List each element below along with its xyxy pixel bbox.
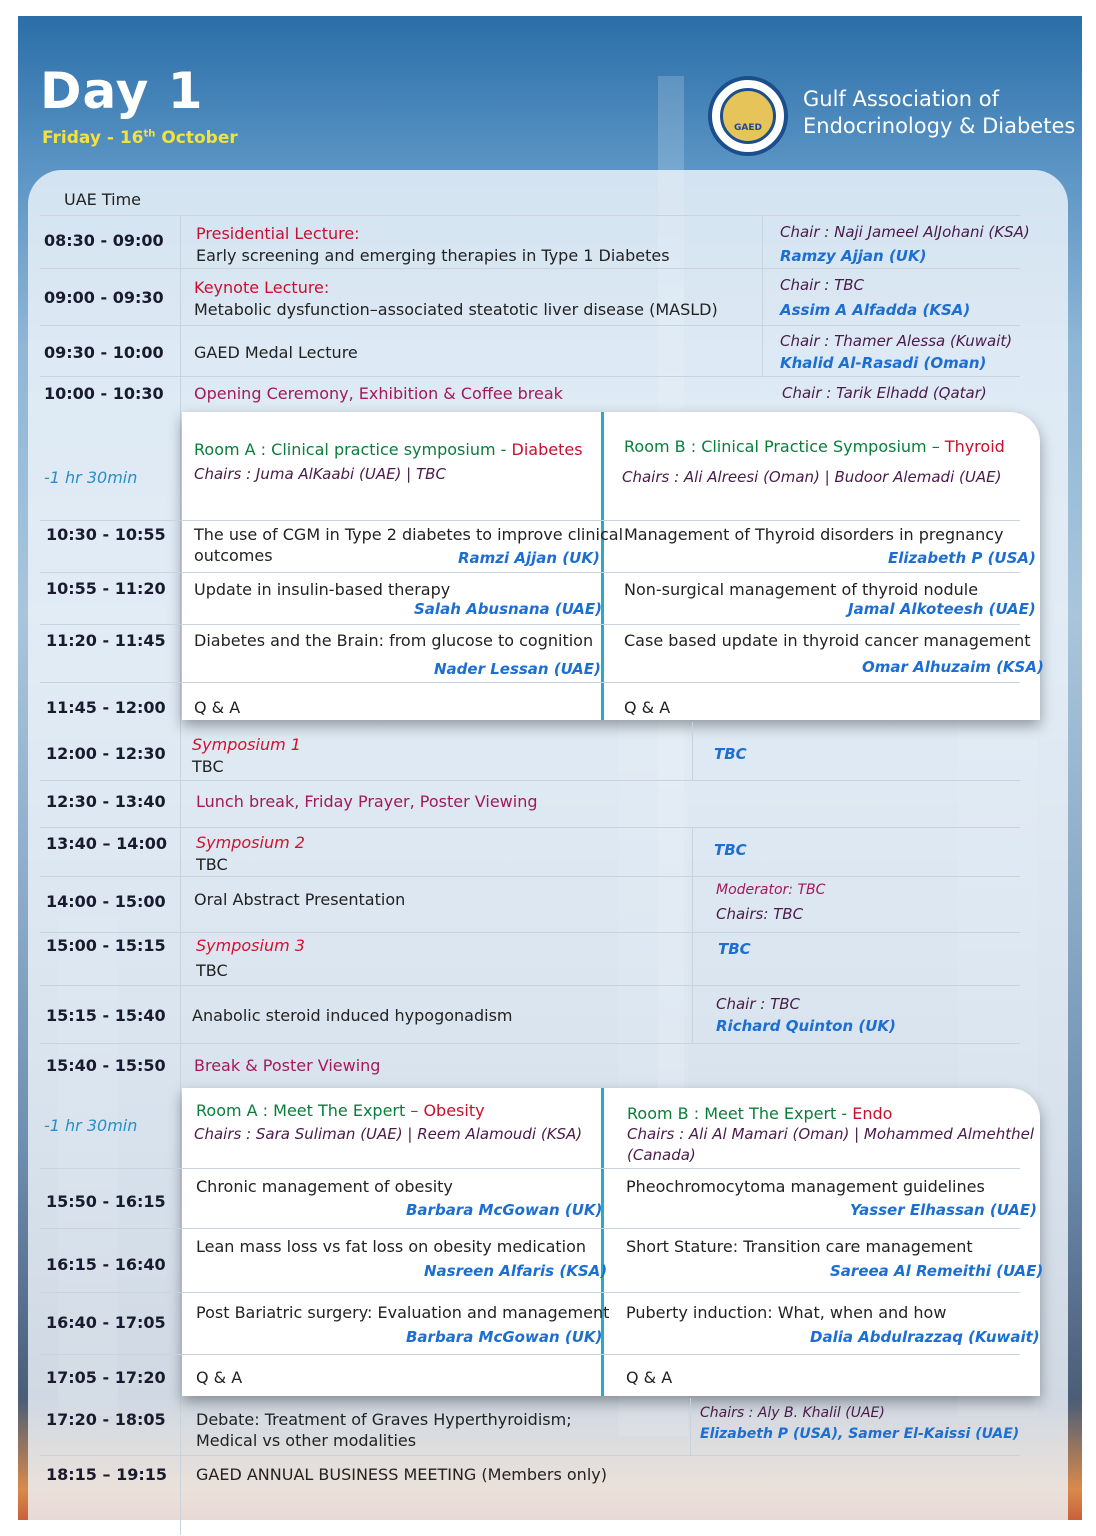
symposium-label: Symposium 3 xyxy=(196,936,305,955)
speaker: Barbara McGowan (UK) xyxy=(406,1201,603,1219)
room-b-title: Room B : Meet The Expert - Endo xyxy=(627,1104,893,1123)
talk-title: Chronic management of obesity xyxy=(196,1177,453,1196)
room-a-title: Room A : Meet The Expert – Obesity xyxy=(196,1101,485,1120)
session-type: Presidential Lecture: xyxy=(196,224,360,243)
speaker: Khalid Al-Rasadi (Oman) xyxy=(780,354,987,372)
time-slot: 13:40 – 14:00 xyxy=(46,834,167,853)
session-title: Metabolic dysfunction–associated steatotic liver disease (MASLD) xyxy=(194,300,718,319)
speaker: Assim A Alfadda (KSA) xyxy=(780,301,971,319)
time-slot: 08:30 - 09:00 xyxy=(44,231,164,250)
duration-label: -1 hr 30min xyxy=(44,468,138,487)
day-date: Friday - 16th October xyxy=(42,128,238,148)
time-slot: 12:00 - 12:30 xyxy=(46,744,166,763)
speaker: Richard Quinton (UK) xyxy=(716,1017,896,1035)
chair: Chair : TBC xyxy=(716,995,801,1013)
talk-title: Pheochromocytoma management guidelines xyxy=(626,1177,985,1196)
talk-title: Non-surgical management of thyroid nodule xyxy=(624,580,979,599)
session-title: Anabolic steroid induced hypogonadism xyxy=(192,1006,513,1025)
session-title: Debate: Treatment of Graves Hyperthyroidism; xyxy=(196,1410,572,1429)
session-title: Lunch break, Friday Prayer, Poster Viewing xyxy=(196,792,538,811)
speaker: Ramzy Ajjan (UK) xyxy=(780,247,927,265)
qa: Q & A xyxy=(194,698,241,717)
session-title: Break & Poster Viewing xyxy=(194,1056,381,1075)
time-slot: 16:15 - 16:40 xyxy=(46,1255,166,1274)
session-title: GAED Medal Lecture xyxy=(194,343,358,362)
talk-title: Management of Thyroid disorders in pregnancy xyxy=(624,525,1004,544)
time-slot: 09:00 - 09:30 xyxy=(44,288,164,307)
chair: Chair : Naji Jameel AlJohani (KSA) xyxy=(780,223,1030,241)
time-slot: 15:00 - 15:15 xyxy=(46,936,166,955)
talk-title: Lean mass loss vs fat loss on obesity medication xyxy=(196,1237,587,1256)
speaker: Nader Lessan (UAE) xyxy=(434,660,601,678)
talk-title: Case based update in thyroid cancer management xyxy=(624,631,1031,650)
chair: Chair : Thamer Alessa (Kuwait) xyxy=(780,332,1013,350)
session-type: Keynote Lecture: xyxy=(194,278,330,297)
time-slot: 14:00 - 15:00 xyxy=(46,892,166,911)
session-title: TBC xyxy=(192,757,224,776)
chair: Chair : Tarik Elhadd (Qatar) xyxy=(782,384,987,402)
qa: Q & A xyxy=(626,1368,673,1387)
talk-title: Diabetes and the Brain: from glucose to cognition xyxy=(194,631,594,650)
chair: Chairs : Aly B. Khalil (UAE) xyxy=(700,1405,885,1421)
time-slot: 09:30 - 10:00 xyxy=(44,343,164,362)
org-name: Gulf Association of Endocrinology & Diabetes xyxy=(803,87,1076,138)
symposium-label: Symposium 1 xyxy=(192,735,301,754)
talk-title: Puberty induction: What, when and how xyxy=(626,1303,947,1322)
time-slot: 10:55 - 11:20 xyxy=(46,579,166,598)
qa: Q & A xyxy=(624,698,671,717)
talk-title: Update in insulin-based therapy xyxy=(194,580,451,599)
session-title: GAED ANNUAL BUSINESS MEETING (Members only) xyxy=(196,1465,607,1484)
speaker: Dalia Abdulrazzaq (Kuwait) xyxy=(810,1328,1040,1346)
talk-title: outcomes xyxy=(194,546,273,565)
session-title: Oral Abstract Presentation xyxy=(194,890,406,909)
time-slot: 11:20 - 11:45 xyxy=(46,631,166,650)
room-b-chairs: Chairs : Ali Al Mamari (Oman) | Mohammed Almehthel xyxy=(627,1125,1035,1143)
speaker: TBC xyxy=(714,841,747,859)
room-b-chairs: Chairs : Ali Alreesi (Oman) | Budoor Alemadi (UAE) xyxy=(622,468,1002,486)
time-slot: 18:15 – 19:15 xyxy=(46,1465,167,1484)
column-header-time: UAE Time xyxy=(64,190,142,209)
gaed-logo xyxy=(708,76,788,156)
time-slot: 10:30 - 10:55 xyxy=(46,525,166,544)
time-slot: 17:05 - 17:20 xyxy=(46,1368,166,1387)
moderator: Moderator: TBC xyxy=(716,882,826,898)
duration-label: -1 hr 30min xyxy=(44,1116,138,1135)
talk-title: Short Stature: Transition care management xyxy=(626,1237,973,1256)
time-slot: 15:50 - 16:15 xyxy=(46,1192,166,1211)
speaker: Yasser Elhassan (UAE) xyxy=(850,1201,1037,1219)
time-slot: 15:40 - 15:50 xyxy=(46,1056,166,1075)
session-title: TBC xyxy=(196,961,228,980)
room-a-title: Room A : Clinical practice symposium - Diabetes xyxy=(194,440,583,459)
time-slot: 10:00 - 10:30 xyxy=(44,384,164,403)
session-title: Early screening and emerging therapies in Type 1 Diabetes xyxy=(196,246,670,265)
speaker: Ramzi Ajjan (UK) xyxy=(458,549,600,567)
room-b-title: Room B : Clinical Practice Symposium – Thyroid xyxy=(624,437,1005,456)
speaker: TBC xyxy=(718,940,751,958)
talk-title: Post Bariatric surgery: Evaluation and management xyxy=(196,1303,610,1322)
speaker: Jamal Alkoteesh (UAE) xyxy=(848,600,1036,618)
speaker: Barbara McGowan (UK) xyxy=(406,1328,603,1346)
qa: Q & A xyxy=(196,1368,243,1387)
symposium-label: Symposium 2 xyxy=(196,833,305,852)
time-slot: 15:15 - 15:40 xyxy=(46,1006,166,1025)
session-title: Opening Ceremony, Exhibition & Coffee break xyxy=(194,384,563,403)
speaker: Sareea Al Remeithi (UAE) xyxy=(830,1262,1044,1280)
speaker: Elizabeth P (USA) xyxy=(888,549,1036,567)
room-a-chairs: Chairs : Sara Suliman (UAE) | Reem Alamoudi (KSA) xyxy=(194,1125,583,1143)
time-slot: 12:30 - 13:40 xyxy=(46,792,166,811)
speaker: TBC xyxy=(714,745,747,763)
speaker: Omar Alhuzaim (KSA) xyxy=(862,658,1044,676)
session-title: TBC xyxy=(196,855,228,874)
time-slot: 16:40 - 17:05 xyxy=(46,1313,166,1332)
room-a-chairs: Chairs : Juma AlKaabi (UAE) | TBC xyxy=(194,465,446,483)
day-title: Day 1 xyxy=(40,62,204,120)
room-b-chairs: (Canada) xyxy=(627,1146,696,1164)
speaker: Elizabeth P (USA), Samer El-Kaissi (UAE) xyxy=(700,1426,1020,1442)
time-slot: 17:20 - 18:05 xyxy=(46,1410,166,1429)
speaker: Nasreen Alfaris (KSA) xyxy=(424,1262,608,1280)
talk-title: The use of CGM in Type 2 diabetes to improve clinical xyxy=(194,525,624,544)
time-slot: 11:45 - 12:00 xyxy=(46,698,166,717)
chair: Chair : TBC xyxy=(780,276,865,294)
session-title: Medical vs other modalities xyxy=(196,1431,417,1450)
speaker: Salah Abusnana (UAE) xyxy=(414,600,602,618)
chair: Chairs: TBC xyxy=(716,905,804,923)
logo-seal: GAED xyxy=(720,88,776,144)
